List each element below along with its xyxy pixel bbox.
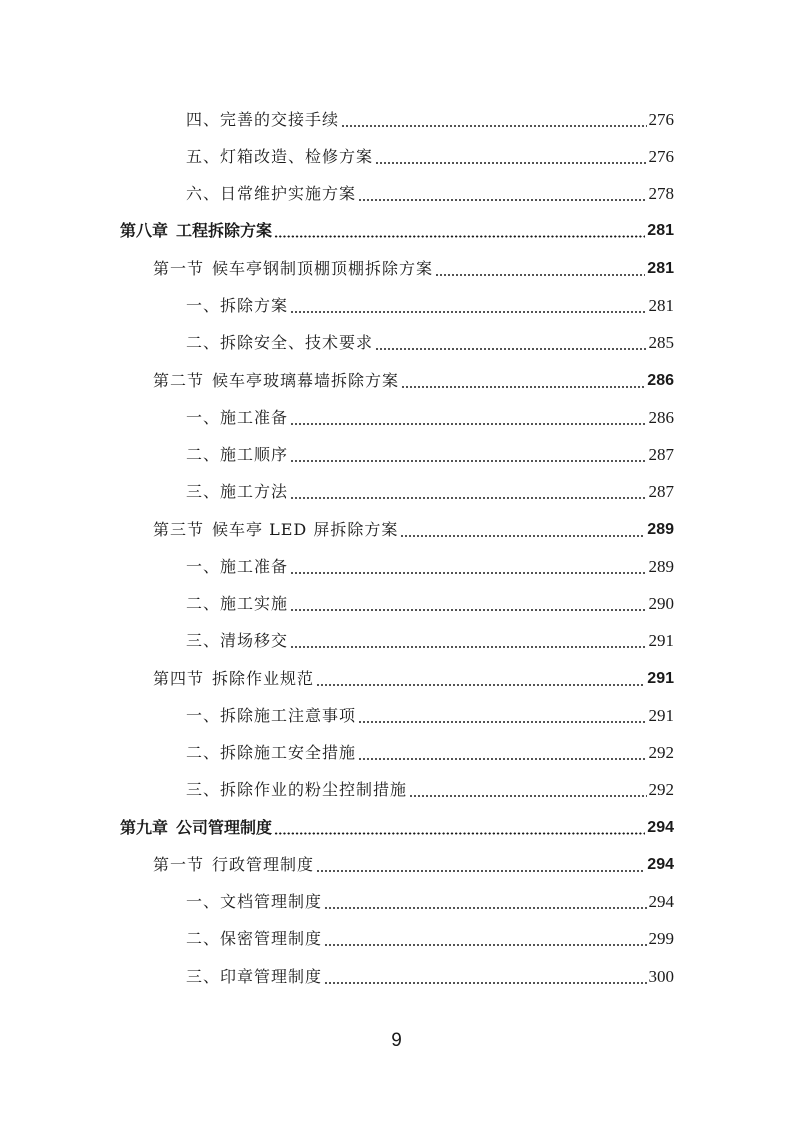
toc-entry-title: 第二节 候车亭玻璃幕墙拆除方案 [153, 371, 400, 390]
toc-entry-page: 281 [647, 260, 674, 277]
toc-entry-title: 第九章 公司管理制度 [120, 818, 273, 837]
dot-leader [375, 348, 646, 350]
toc-entry[interactable] [186, 442, 674, 468]
toc-section-entry[interactable] [153, 852, 674, 878]
toc-entry-page: 281 [648, 296, 674, 315]
dot-leader [274, 235, 645, 238]
toc-entry-page: 285 [648, 333, 674, 352]
toc-section-entry[interactable] [153, 666, 674, 692]
toc-entry-page: 300 [648, 967, 674, 986]
toc-entry[interactable] [186, 628, 674, 654]
toc-entry-title: 五、灯箱改造、检修方案 [186, 147, 374, 166]
toc-chapter-entry[interactable] [120, 815, 674, 841]
toc-entry-title: 三、拆除作业的粉尘控制措施 [186, 780, 408, 799]
page-number: 9 [391, 1030, 402, 1051]
dot-leader [290, 423, 646, 425]
toc-entry[interactable] [186, 740, 674, 766]
dot-leader [290, 609, 646, 611]
toc-entry-page: 289 [647, 521, 674, 538]
dot-leader [290, 311, 646, 313]
toc-entry-title: 一、拆除方案 [186, 296, 289, 315]
toc-entry-title: 六、日常维护实施方案 [186, 184, 357, 203]
toc-entry-title: 一、施工准备 [186, 408, 289, 427]
dot-leader [401, 386, 645, 388]
toc-entry-page: 294 [648, 892, 674, 911]
toc-entry-title: 二、拆除施工安全措施 [186, 743, 357, 762]
toc-entry[interactable] [186, 703, 674, 729]
toc-entry-title: 第三节 候车亭 LED 屏拆除方案 [153, 520, 399, 539]
dot-leader [358, 721, 646, 723]
toc-entry-page: 294 [647, 819, 674, 836]
toc-entry-title: 第一节 候车亭钢制顶棚顶棚拆除方案 [153, 259, 434, 278]
dot-leader [274, 832, 645, 835]
toc-entry[interactable] [186, 964, 674, 990]
dot-leader [400, 535, 645, 537]
toc-entry[interactable] [186, 926, 674, 952]
toc-entry-title: 第四节 拆除作业规范 [153, 669, 315, 688]
toc-entry[interactable] [186, 181, 674, 207]
toc-entry-page: 294 [647, 856, 674, 873]
toc-entry-title: 三、印章管理制度 [186, 967, 323, 986]
dot-leader [375, 162, 646, 164]
dot-leader [324, 944, 646, 946]
toc-entry-title: 四、完善的交接手续 [186, 110, 340, 129]
toc-entry-page: 291 [648, 631, 674, 650]
dot-leader [358, 758, 646, 760]
toc-entry[interactable] [186, 405, 674, 431]
toc-entry-page: 291 [648, 706, 674, 725]
dot-leader [324, 982, 646, 984]
dot-leader [290, 646, 646, 648]
toc-entry-page: 292 [648, 743, 674, 762]
toc-entry-page: 292 [648, 780, 674, 799]
toc-entry-title: 一、文档管理制度 [186, 892, 323, 911]
toc-entry[interactable] [186, 479, 674, 505]
toc-entry-page: 281 [647, 222, 674, 239]
toc-entry-page: 276 [648, 147, 674, 166]
toc-entry-page: 276 [648, 110, 674, 129]
toc-entry-title: 二、拆除安全、技术要求 [186, 333, 374, 352]
toc-entry[interactable] [186, 889, 674, 915]
toc-entry-title: 三、施工方法 [186, 482, 289, 501]
toc-entry-page: 289 [648, 557, 674, 576]
dot-leader [324, 907, 646, 909]
toc-entry-title: 二、施工顺序 [186, 445, 289, 464]
toc-entry-page: 291 [647, 670, 674, 687]
toc-entry-title: 第一节 行政管理制度 [153, 855, 315, 874]
toc-entry-page: 286 [648, 408, 674, 427]
toc-chapter-entry[interactable] [120, 218, 674, 244]
toc-entry[interactable] [186, 107, 674, 133]
dot-leader [290, 460, 646, 462]
toc-entry-title: 一、拆除施工注意事项 [186, 706, 357, 725]
dot-leader [316, 870, 645, 872]
dot-leader [316, 684, 645, 686]
toc-entry[interactable] [186, 554, 674, 580]
toc-section-entry[interactable] [153, 256, 674, 282]
toc-entry-title: 第八章 工程拆除方案 [120, 221, 273, 240]
dot-leader [290, 497, 646, 499]
toc-entry[interactable] [186, 144, 674, 170]
dot-leader [290, 572, 646, 574]
toc-entry-title: 二、施工实施 [186, 594, 289, 613]
toc-section-entry[interactable] [153, 517, 674, 543]
dot-leader [358, 199, 646, 201]
toc-entry-title: 三、清场移交 [186, 631, 289, 650]
toc-entry-page: 278 [648, 184, 674, 203]
toc-entry-page: 290 [648, 594, 674, 613]
dot-leader [341, 125, 646, 127]
toc-entry[interactable] [186, 293, 674, 319]
toc-entry-page: 299 [648, 929, 674, 948]
dot-leader [435, 274, 645, 276]
toc-entry-title: 二、保密管理制度 [186, 929, 323, 948]
toc-section-entry[interactable] [153, 368, 674, 394]
toc-entry-page: 286 [647, 372, 674, 389]
toc-entry[interactable] [186, 777, 674, 803]
dot-leader [409, 795, 646, 797]
toc-entry-page: 287 [648, 445, 674, 464]
toc-entry[interactable] [186, 330, 674, 356]
toc-entry-page: 287 [648, 482, 674, 501]
toc-entry[interactable] [186, 591, 674, 617]
toc-entry-title: 一、施工准备 [186, 557, 289, 576]
